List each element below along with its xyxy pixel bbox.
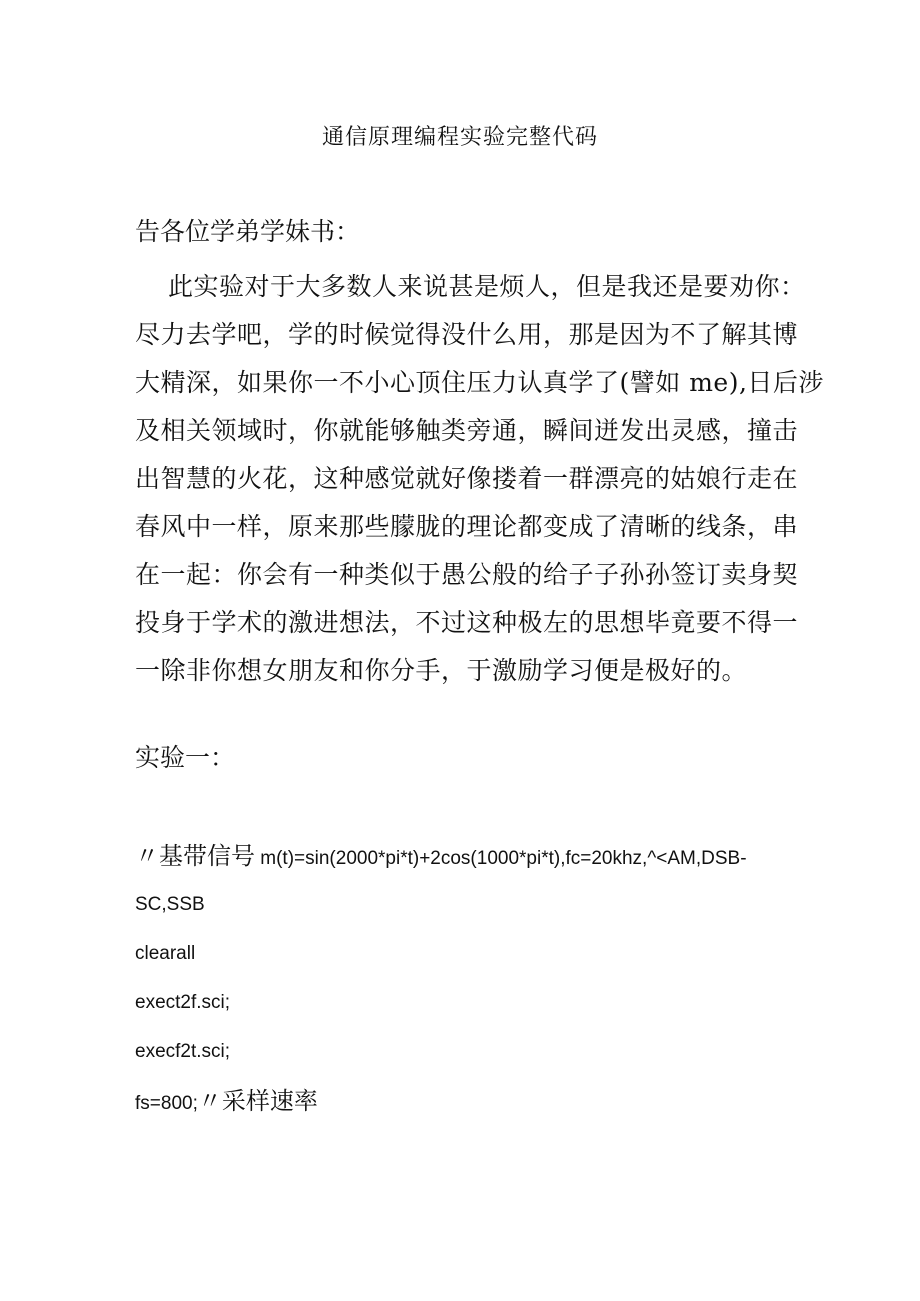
paragraph-line: 在一起：你会有一种类似于愚公般的给子子孙孙签订卖身契 xyxy=(135,560,799,589)
paragraph-line: 春风中一样，原来那些朦胧的理论都变成了清晰的线条，串 xyxy=(135,512,799,541)
code-line-3: clearall xyxy=(135,943,196,964)
paragraph-line: 一除非你想女朋友和你分手，于激励学习便是极好的。 xyxy=(135,656,748,685)
code-line-5: execf2t.sci; xyxy=(135,1041,231,1062)
code-line-1 xyxy=(135,838,815,887)
code-comment: 〃基带信号 xyxy=(135,842,255,870)
paragraph-line: 此实验对于大多数人来说甚是烦人，但是我还是要劝你： xyxy=(168,272,806,301)
intro-paragraph xyxy=(135,263,824,695)
greeting-heading: 告各位学弟学妹书： xyxy=(135,217,361,246)
paragraph-line: 尽力去学吧，学的时候觉得没什么用，那是因为不了解其博 xyxy=(135,320,799,349)
paragraph-line: 出智慧的火花，这种感觉就好像搂着一群漂亮的姑娘行走在 xyxy=(135,464,799,493)
paragraph-line: 及相关领域时，你就能够触类旁通，瞬间迸发出灵感，撞击 xyxy=(135,416,799,445)
code-comment: 〃采样速率 xyxy=(197,1087,318,1115)
paragraph-line: 投身于学术的激进想法，不过这种极左的思想毕竟要不得一 xyxy=(135,608,799,637)
document-title: 通信原理编程实验完整代码 xyxy=(321,125,598,150)
code-line-2: SC,SSB xyxy=(135,894,205,915)
code-text: m(t)=sin(2000*pi*t)+2cos(1000*pi*t),fc=20khz,^<AM,DSB- xyxy=(255,848,747,869)
code-line-6 xyxy=(135,1083,815,1132)
code-line-4: exect2f.sci; xyxy=(135,992,231,1013)
code-text: fs=800; xyxy=(135,1093,198,1114)
code-block xyxy=(135,838,815,1132)
section-heading-experiment-1: 实验一： xyxy=(135,743,236,772)
paragraph-line: 大精深，如果你一不小心顶住压力认真学了(譬如 me),日后涉 xyxy=(135,368,824,397)
